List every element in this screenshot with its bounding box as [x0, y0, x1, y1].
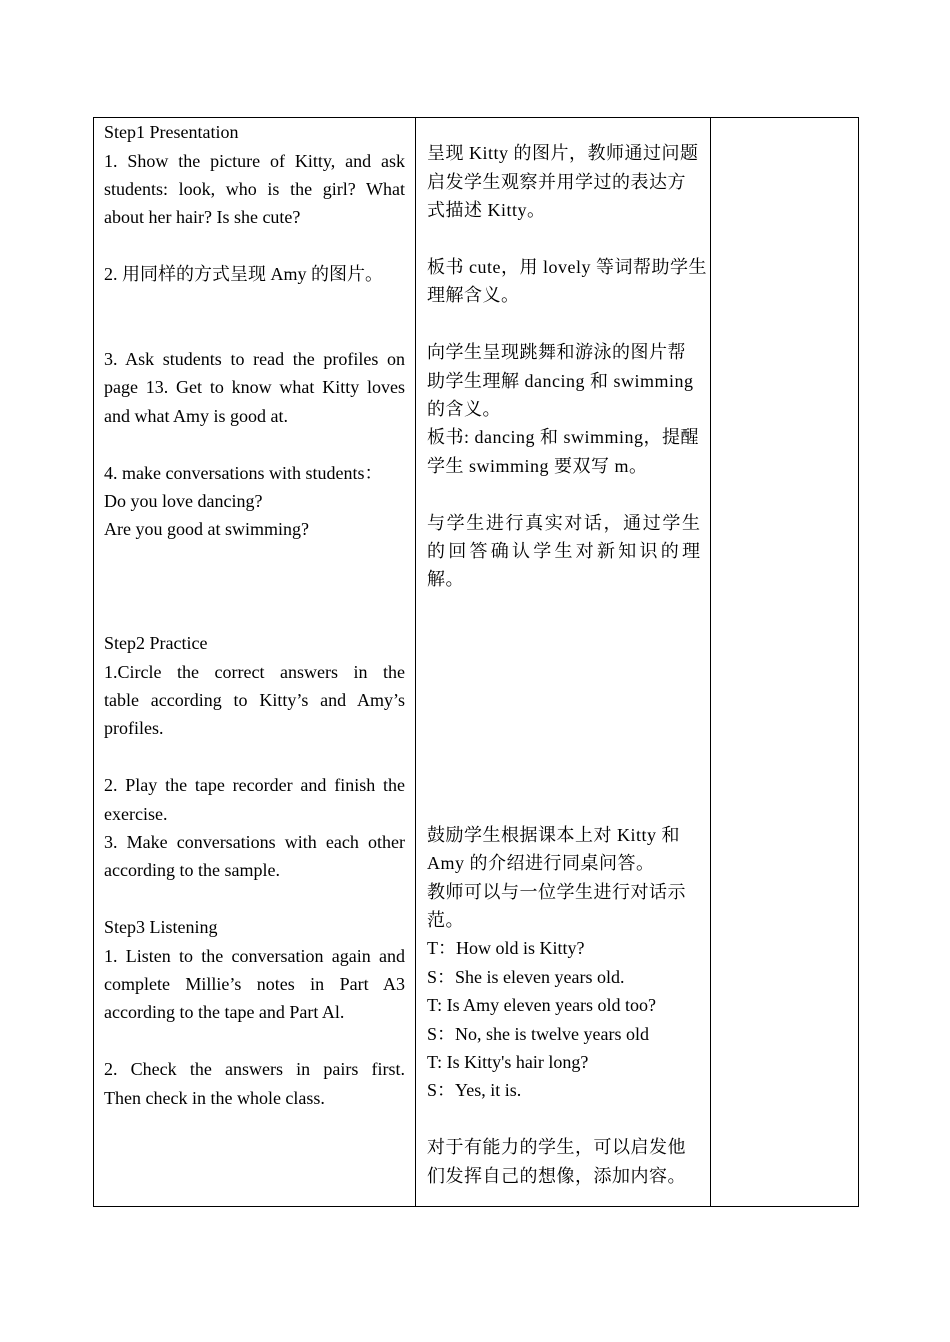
step1-item1-line: students: look, who is the girl? What: [104, 179, 405, 199]
step2-heading: Step2 Practice: [104, 633, 208, 653]
step2-item3-line: 3. Make conversations with each other: [104, 832, 405, 852]
intention-line: 式描述 Kitty。: [427, 200, 546, 220]
dialogue-line: T：How old is Kitty?: [427, 938, 585, 958]
notes-content: [711, 118, 858, 1206]
intention-line: Amy 的介绍进行同桌问答。: [427, 853, 655, 873]
step2-item3-line: according to the sample.: [104, 860, 280, 880]
intention-line: 解。: [427, 569, 464, 589]
step3-heading: Step3 Listening: [104, 917, 218, 937]
notes-cell: [711, 118, 859, 1207]
step1-heading: Step1 Presentation: [104, 122, 239, 142]
table-row: [94, 118, 859, 1207]
step2-item1-line: profiles.: [104, 718, 164, 738]
intention-line: 的回答确认学生对新知识的理: [427, 541, 701, 561]
dialogue-line: S：Yes, it is.: [427, 1080, 522, 1100]
design-intention-cell: [416, 118, 711, 1207]
step1-item2: 2. 用同样的方式呈现 Amy 的图片。: [104, 264, 383, 284]
step2-item1-line: table according to Kitty’s and Amy’s: [104, 690, 405, 710]
intention-line: 们发挥自己的想像，添加内容。: [427, 1166, 686, 1186]
step1-item4-line: Do you love dancing?: [104, 491, 263, 511]
step2-item2-line: exercise.: [104, 804, 168, 824]
step1-item3-line: page 13. Get to know what Kitty loves: [104, 377, 405, 397]
step1-item3-line: 3. Ask students to read the profiles on: [104, 349, 405, 369]
step3-item2-line: 2. Check the answers in pairs first.: [104, 1059, 405, 1079]
step3-item1-line: 1. Listen to the conversation again and: [104, 946, 405, 966]
intention-line: 学生 swimming 要双写 m。: [427, 456, 648, 476]
step2-item1-line: 1.Circle the correct answers in the: [104, 662, 405, 682]
step1-item4-line: Are you good at swimming?: [104, 519, 309, 539]
intention-line: 助学生理解 dancing 和 swimming: [427, 371, 694, 391]
step1-item1-line: about her hair? Is she cute?: [104, 207, 301, 227]
dialogue-line: T: Is Kitty's hair long?: [427, 1052, 589, 1072]
dialogue-line: T: Is Amy eleven years old too?: [427, 995, 657, 1015]
step3-item2-line: Then check in the whole class.: [104, 1088, 325, 1108]
intention-line: 对于有能力的学生，可以启发他: [427, 1137, 686, 1157]
lesson-plan-table: [93, 117, 859, 1207]
step1-item3-line: and what Amy is good at.: [104, 406, 288, 426]
step3-item1-line: complete Millie’s notes in Part A3: [104, 974, 405, 994]
intention-line: 鼓励学生根据课本上对 Kitty 和: [427, 825, 681, 845]
step3-item1-line: according to the tape and Part Al.: [104, 1002, 345, 1022]
teaching-activities-cell: [94, 118, 416, 1207]
intention-line: 理解含义。: [427, 285, 520, 305]
intention-line: 板书: dancing 和 swimming，提醒: [427, 427, 699, 447]
step2-item2-line: 2. Play the tape recorder and finish the: [104, 775, 405, 795]
step1-item1-line: 1. Show the picture of Kitty, and ask: [104, 151, 405, 171]
intention-line: 教师可以与一位学生进行对话示: [427, 882, 686, 902]
intention-line: 向学生呈现跳舞和游泳的图片帮: [427, 342, 686, 362]
intention-line: 启发学生观察并用学过的表达方: [427, 172, 686, 192]
intention-line: 的含义。: [427, 399, 501, 419]
dialogue-line: S：No, she is twelve years old: [427, 1024, 649, 1044]
intention-line: 与学生进行真实对话，通过学生: [427, 513, 701, 533]
intention-line: 板书 cute，用 lovely 等词帮助学生: [427, 257, 707, 277]
dialogue-line: S：She is eleven years old.: [427, 967, 625, 987]
intention-line: 呈现 Kitty 的图片，教师通过问题: [427, 143, 699, 163]
intention-line: 范。: [427, 910, 464, 930]
step1-item4-line: 4. make conversations with students：: [104, 463, 383, 483]
